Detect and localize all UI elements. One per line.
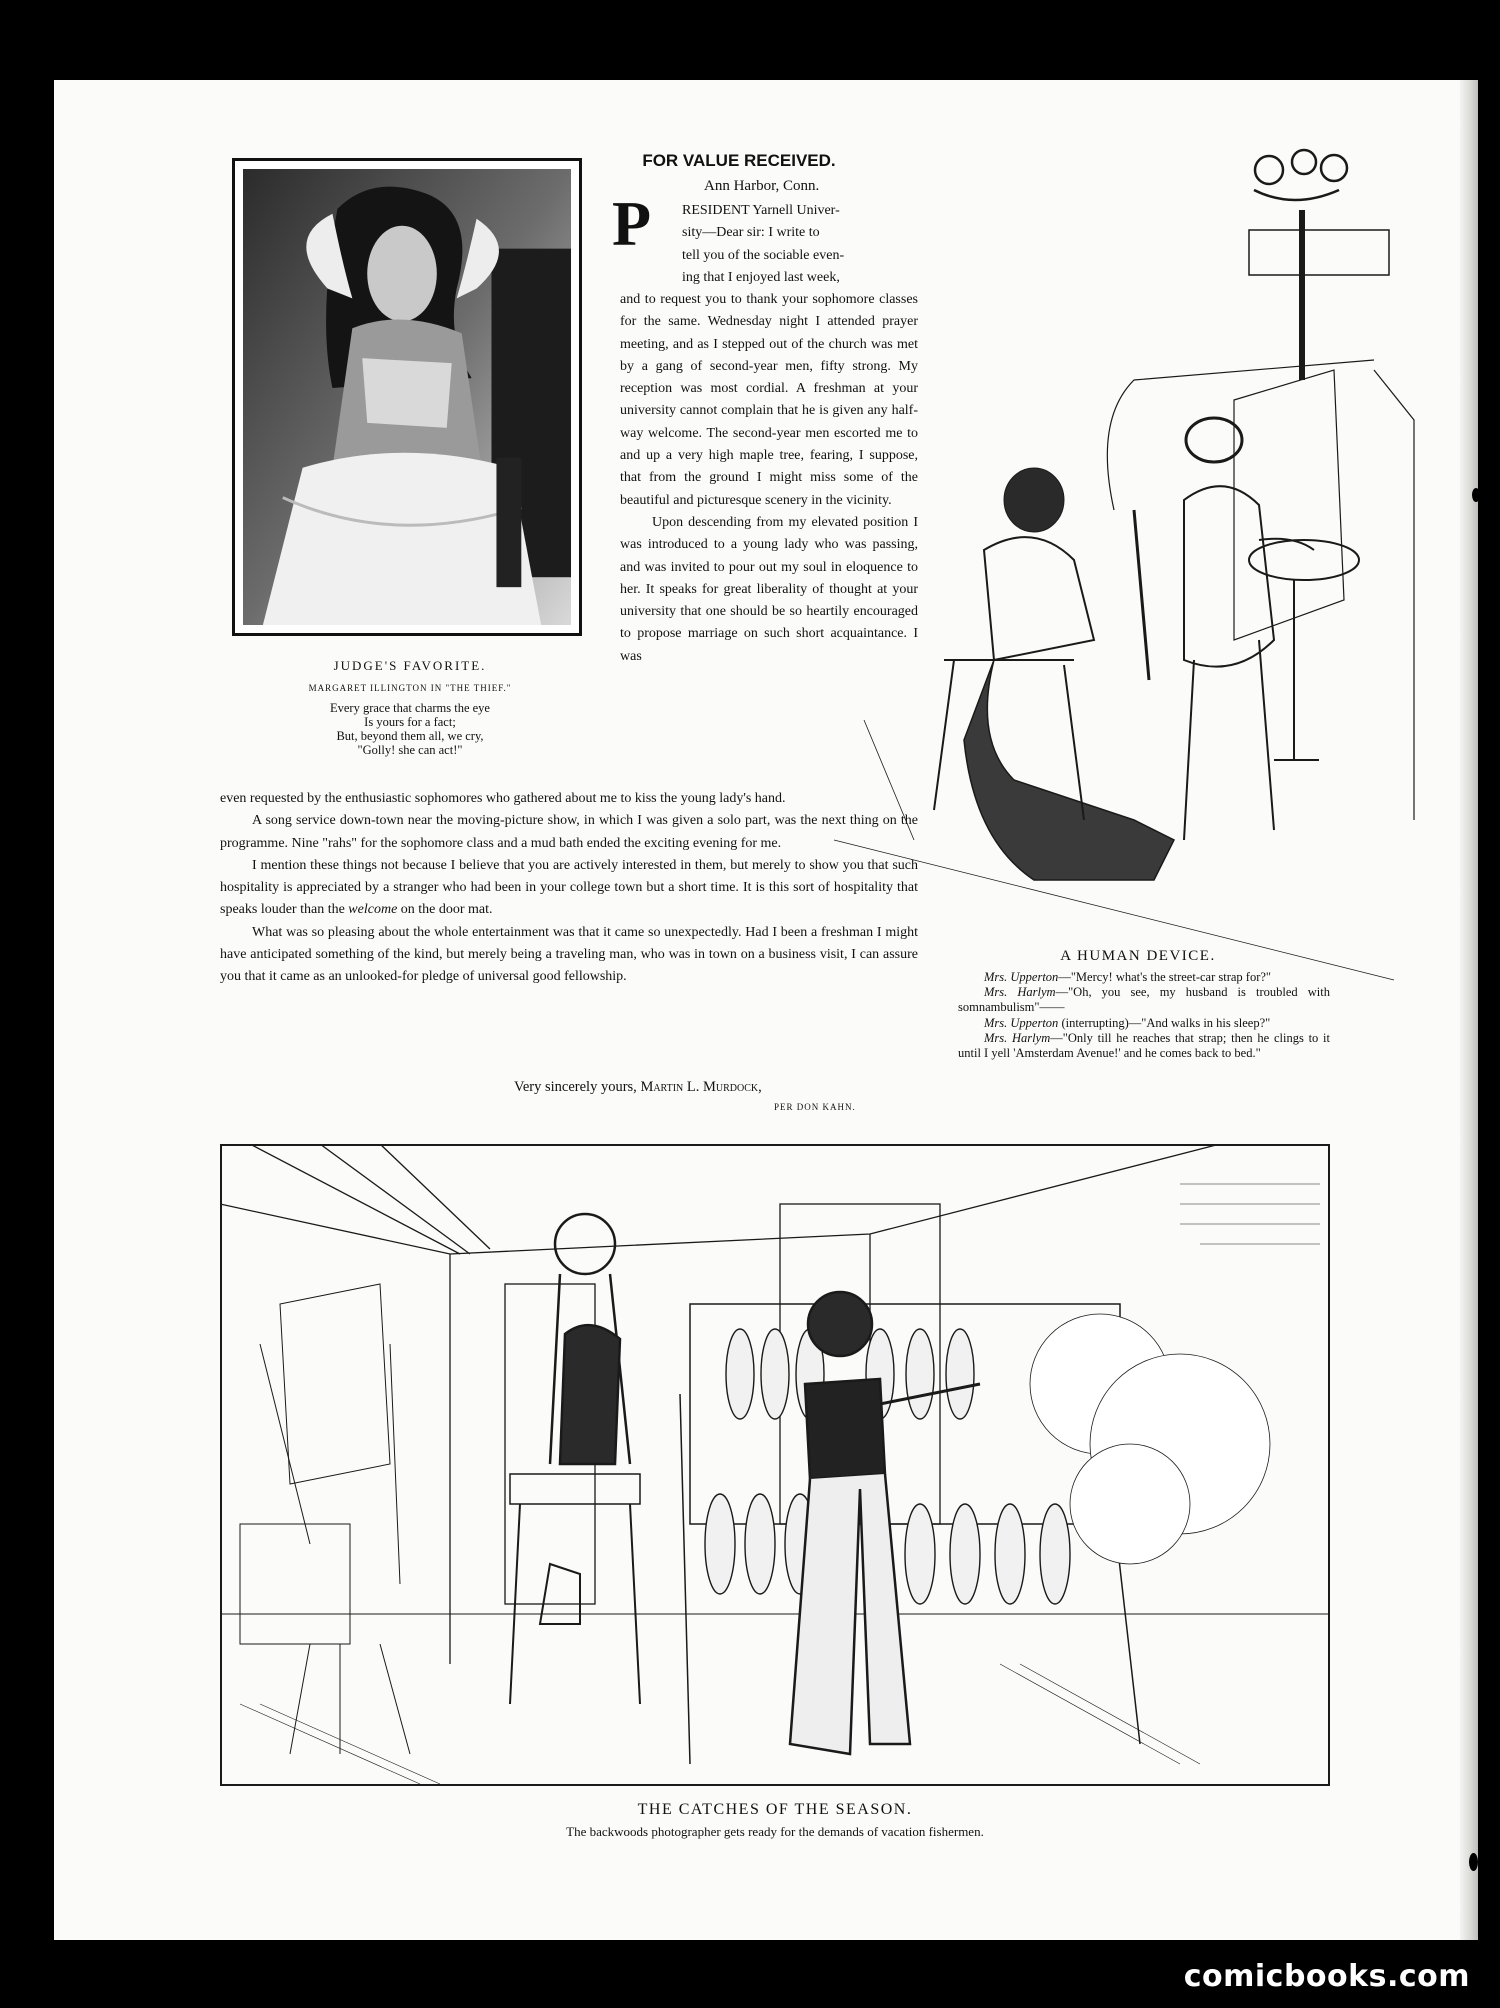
dialogue-text: —"Only till he reaches that strap; then he clings to it until I yell 'Amsterdam Avenue!' and he comes back to bed."	[958, 1030, 1330, 1061]
signature-per: PER DON KAHN.	[774, 1102, 856, 1112]
dialogue-line	[958, 985, 1330, 1015]
signature-name: Martin L. Murdock,	[640, 1079, 762, 1095]
verse-line: Is yours for a fact;	[364, 715, 456, 729]
sketch-photographer-studio	[220, 1144, 1330, 1786]
bottom-caption-title: THE CATCHES OF THE SEASON.	[637, 1801, 913, 1818]
bottom-caption-subtitle: The backwoods photographer gets ready for the demands of vacation fishermen.	[566, 1824, 984, 1839]
verse-line: Every grace that charms the eye	[330, 701, 490, 715]
article-place: Ann Harbor, Conn.	[704, 178, 820, 194]
dialogue-text: —"Mercy! what's the street-car strap for?"	[1058, 970, 1272, 984]
article-paragraph-2-start: Upon descending from my elevated position I was introduced to a young lady who was passing, and was invited to pour out my soul in eloquence to her. It speaks for great liberality of thought at your university that one should be so heartily encouraged to propose marriage on such short acquaintance. I was	[620, 514, 918, 664]
dialogue-speaker: Mrs. Harlym	[984, 1030, 1051, 1045]
portrait-verse	[232, 701, 588, 757]
verse-line: "Golly! she can act!"	[357, 743, 463, 757]
portrait-image	[243, 169, 571, 625]
page-fold-shadow	[1460, 80, 1478, 1940]
verse-line: But, beyond them all, we cry,	[336, 729, 484, 743]
article-paragraph-2-end: even requested by the enthusiastic sophomores who gathered about me to kiss the young lady's hand.	[220, 791, 786, 806]
dialogue-speaker: Mrs. Harlym	[984, 985, 1056, 1000]
dialogue-line	[958, 970, 1330, 985]
para4-text: I mention these things not because I believe that you are actively interested in them, but merely to show you that such hospitality is appreciated by a stranger who had been in your college town but a short time. It is this sort of hospitality that speaks louder than the	[220, 857, 918, 918]
article-paragraph-1: and to request you to thank your sophomore classes for the same. Wednesday night I attended prayer meeting, and as I stepped out of the church was met by a gang of second-year men, fifty strong. My reception was most cordial. A freshman at your university cannot complain that he is given any half-way welcome. The second-year men escorted me to and up a very high maple tree, fearing, I suppose, that from the ground I might miss some of the beautiful and picturesque scenery in the vicinity.	[620, 292, 918, 508]
opening-line: sity—Dear sir: I write to	[682, 225, 820, 241]
article-paragraph-3: A song service down-town near the moving-picture show, in which I was given a solo part, was the next thing on the programme. Nine "rahs" for the sophomore class and a mud bath ended the exciting evening for me.	[220, 813, 918, 851]
catches-illustration	[220, 1144, 1330, 1786]
sketch-two-women	[714, 120, 1424, 1000]
human-device-illustration	[714, 120, 1424, 1000]
dialogue-speaker: Mrs. Upperton	[984, 970, 1059, 984]
device-dialogue	[958, 970, 1330, 1061]
dialogue-line	[958, 1016, 1330, 1031]
article-paragraph-5: What was so pleasing about the whole entertainment was that it came so unexpectedly. Had I been a freshman I might have anticipated something of the kind, but merely being a traveling man, who was in town on a business visit, I can assure you that it came as an unlooked-for pledge of universal good fellowship.	[220, 924, 918, 985]
ink-blot	[1472, 488, 1478, 502]
dialogue-text: —"Oh, you see, my husband is troubled with somnambulism"——	[958, 985, 1330, 1015]
opening-line: tell you of the sociable even-	[682, 247, 845, 263]
dialogue-speaker: Mrs. Upperton	[984, 1015, 1059, 1030]
portrait-title: JUDGE'S FAVORITE.	[333, 658, 487, 673]
signature	[514, 1079, 762, 1096]
para4-italic: welcome	[348, 902, 398, 918]
portrait-photo	[232, 158, 582, 636]
watermark-text: comicbooks.com	[1183, 1959, 1470, 1994]
article-title: FOR VALUE RECEIVED.	[642, 151, 836, 170]
para4-text-end: on the door mat.	[397, 902, 493, 918]
magazine-page	[54, 80, 1478, 1940]
dialogue-line	[958, 1031, 1330, 1061]
opening-line: RESIDENT Yarnell Univer-	[682, 203, 840, 218]
device-title: A HUMAN DEVICE.	[1060, 948, 1216, 964]
article-dropcap: P	[612, 188, 652, 259]
dialogue-text: (interrupting)—"And walks in his sleep?"	[1058, 1015, 1271, 1030]
opening-line: ing that I enjoyed last week,	[682, 269, 840, 285]
ink-blot	[1469, 1853, 1478, 1871]
portrait-subtitle: MARGARET ILLINGTON IN "THE THIEF."	[308, 683, 512, 693]
signature-lead: Very sincerely yours,	[514, 1079, 637, 1095]
portrait-caption	[232, 658, 588, 757]
